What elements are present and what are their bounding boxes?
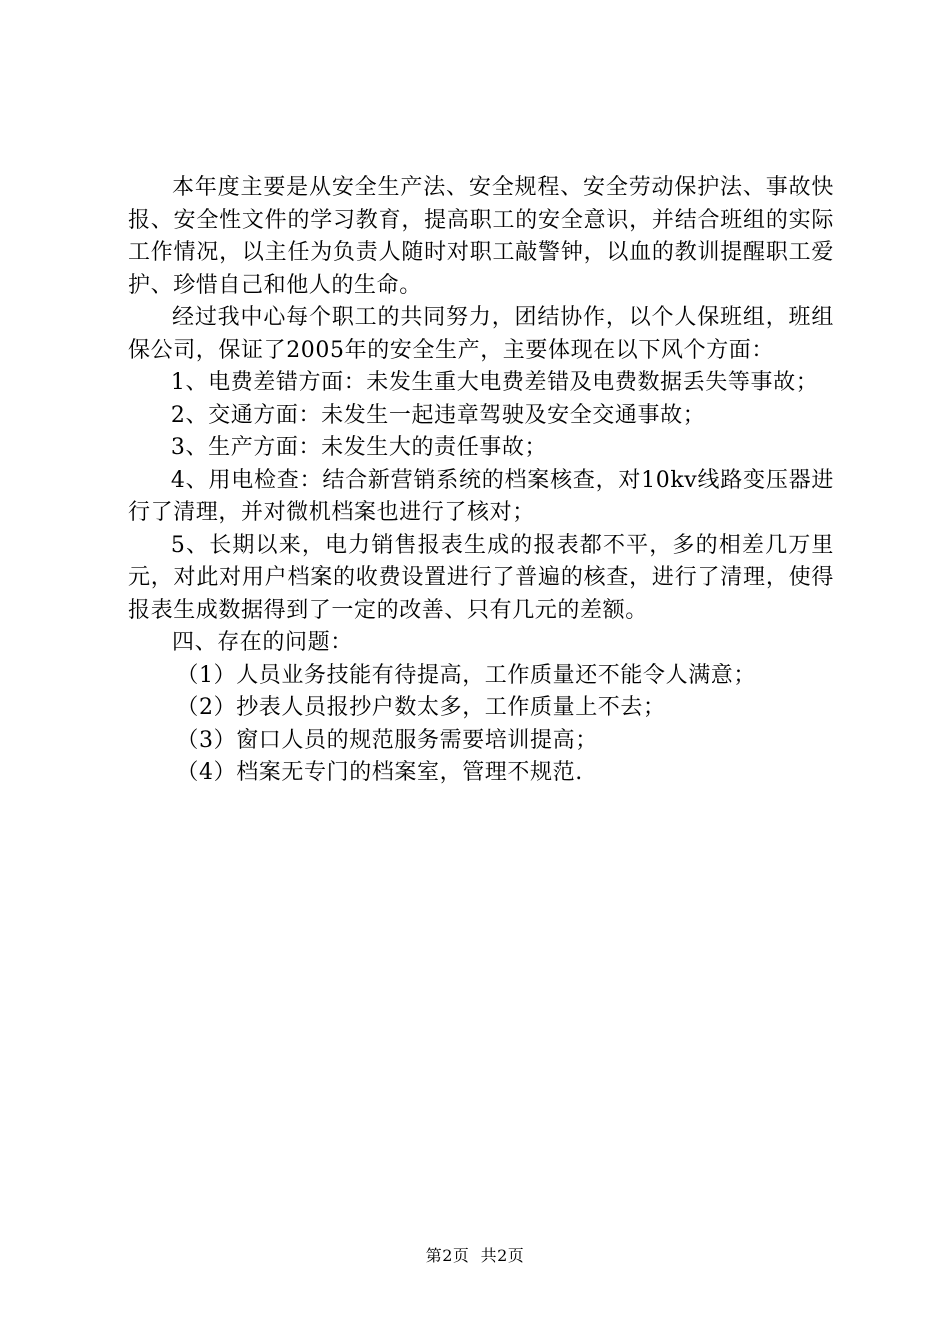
list-item-power-inspection: 4、用电检查：结合新营销系统的档案核查，对10kv线路变压器进行了清理，并对微机档案也进行了核对； — [128, 467, 834, 525]
problem-item-2: （2）抄表人员报抄户数太多，工作质量上不去； — [176, 695, 666, 720]
problem-item-4: （4）档案无专门的档案室，管理不规范. — [176, 760, 583, 785]
list-item-sales-reports: 5、长期以来，电力销售报表生成的报表都不平，多的相差几万里元，对此对用户档案的收费设置进行了普遍的核查，进行了清理，使得报表生成数据得到了一定的改善、只有几元的差额。 — [128, 532, 834, 623]
problem-item-3: （3）窗口人员的规范服务需要培训提高； — [176, 727, 598, 753]
page-footer — [0, 1243, 950, 1266]
problem-item-1: （1）人员业务技能有待提高，工作质量还不能令人满意； — [176, 662, 756, 688]
document-body — [128, 172, 834, 790]
list-item-billing-errors: 1、电费差错方面：未发生重大电费差错及电费数据丢失等事故； — [170, 370, 819, 395]
paragraph-safety-education: 本年度主要是从安全生产法、安全规程、安全劳动保护法、事故快报、安全性文件的学习教育，提高职工的安全意识，并结合班组的实际工作情况，以主任为负责人随时对职工敲警钟，以血的教训提醒职工爱护、珍惜自己和他人的生命。 — [128, 175, 834, 298]
list-item-traffic: 2、交通方面：未发生一起违章驾驶及安全交通事故； — [170, 402, 706, 428]
section-heading-problems: 四、存在的问题： — [172, 630, 353, 655]
paragraph-joint-effort: 经过我中心每个职工的共同努力，团结协作，以个人保班组，班组保公司，保证了2005年的安全生产，主要体现在以下风个方面： — [128, 305, 834, 363]
page-number-label: 第2页 共2页 — [425, 1246, 525, 1265]
list-item-production: 3、生产方面：未发生大的责任事故； — [170, 435, 548, 460]
